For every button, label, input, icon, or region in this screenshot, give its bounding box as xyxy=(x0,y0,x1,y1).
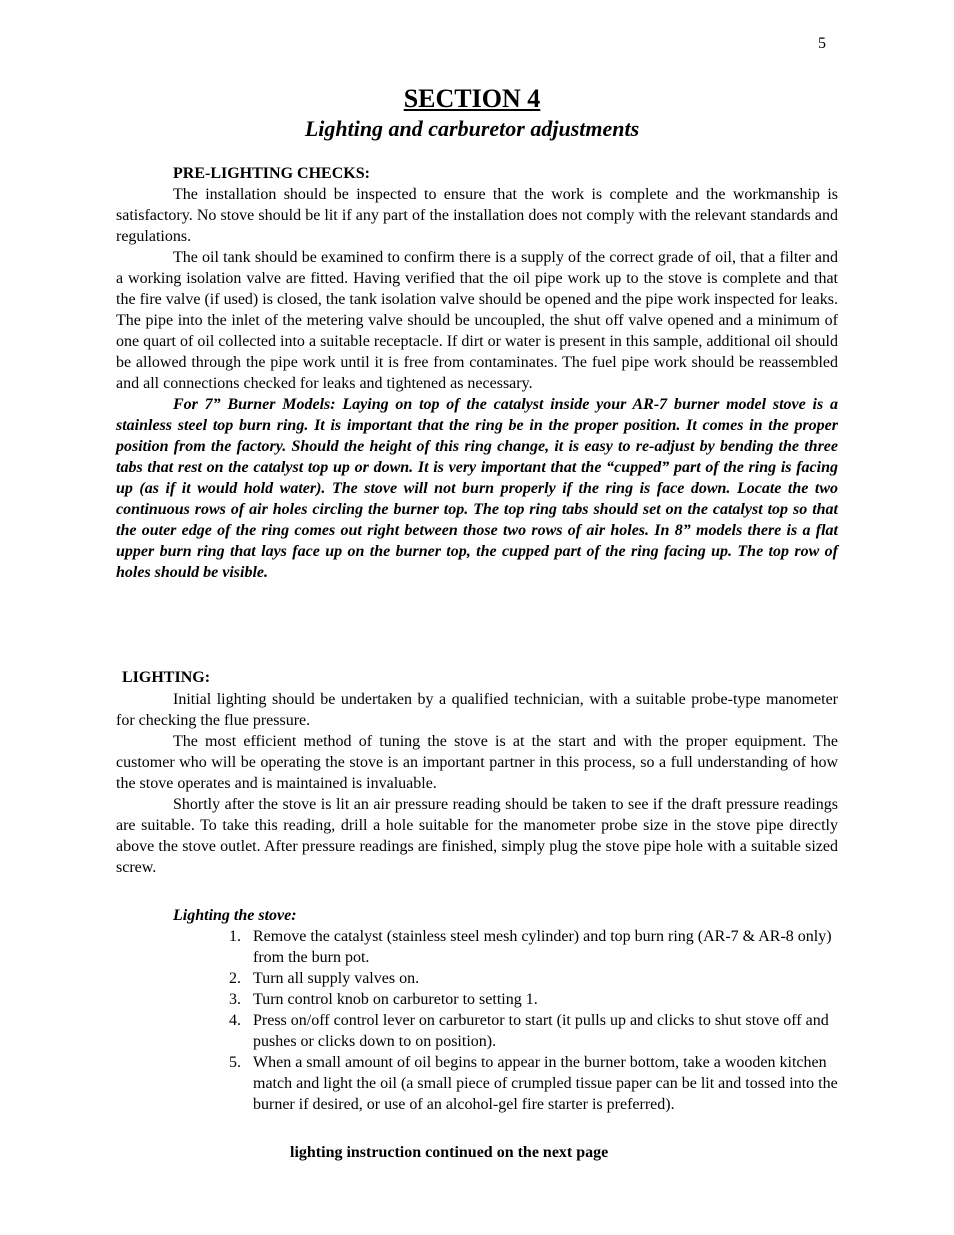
prelighting-body xyxy=(116,184,838,583)
lighting-paragraph: The most efficient method of tuning the stove is at the start and with the proper equipment. The customer who will be operating the stove is an important partner in this process, so a full understanding of how the stove operates and is maintained is invaluable. xyxy=(116,733,838,792)
step-text: Remove the catalyst (stainless steel mesh cylinder) and top burn ring (AR-7 & AR-8 only) from the burn pot. xyxy=(253,928,832,966)
continued-note: lighting instruction continued on the next page xyxy=(290,1144,609,1161)
list-item xyxy=(229,1010,839,1052)
step-number: 1. xyxy=(229,928,241,945)
burner-models-note: For 7” Burner Models: Laying on top of the catalyst inside your AR-7 burner model stove is a stainless steel top burn ring. It is important that the ring be in the proper position. It comes in the proper position from the factory. Should the height of this ring change, it is easy to re-adjust by bending the three tabs that rest on the catalyst top up or down. It is very important that the “cupped” part of the ring is facing up (as if it would hold water). The stove will not burn properly if the ring is face down. Locate the two continuous rows of air holes circling the burner top. The top ring tabs should set on the catalyst top so that the outer edge of the ring comes out right between those two rows of air holes. In 8” models there is a flat upper burn ring that lays face up on the burner top, the cupped part of the ring facing up. The top row of holes should be visible. xyxy=(116,396,838,581)
step-text: Press on/off control lever on carburetor to start (it pulls up and clicks to shut stove off and pushes or clicks down to on position). xyxy=(253,1012,829,1050)
lighting-stove-heading: Lighting the stove: xyxy=(173,907,297,924)
list-item xyxy=(229,968,839,989)
step-number: 2. xyxy=(229,970,241,987)
step-text: Turn control knob on carburetor to setting 1. xyxy=(253,991,538,1008)
lighting-body xyxy=(116,689,838,878)
lighting-heading: LIGHTING: xyxy=(122,669,211,686)
lighting-paragraph: Shortly after the stove is lit an air pressure reading should be taken to see if the draft pressure readings are suitable. To take this reading, drill a hole suitable for the manometer probe size in the stove pipe directly above the stove outlet. After pressure readings are finished, simply plug the stove pipe hole with a suitable sized screw. xyxy=(116,796,838,876)
step-text: When a small amount of oil begins to appear in the burner bottom, take a wooden kitchen match and light the oil (a small piece of crumpled tissue paper can be lit and tossed into the burner if desired, or use of an alcohol-gel fire starter is preferred). xyxy=(253,1054,838,1113)
list-item xyxy=(229,926,839,968)
step-text: Turn all supply valves on. xyxy=(253,970,420,987)
section-title: SECTION 4 xyxy=(403,84,541,113)
step-number: 3. xyxy=(229,991,241,1008)
lighting-steps-list xyxy=(229,926,839,1115)
list-item xyxy=(229,989,839,1010)
prelighting-paragraph: The oil tank should be examined to confirm there is a supply of the correct grade of oil, that a filter and a working isolation valve are fitted. Having verified that the oil pipe work up to the stove is complete and that the fire valve (if used) is closed, the tank isolation valve should be opened and the pipe work inspected for leaks. The pipe into the inlet of the metering valve should be uncoupled, the shut off valve opened and a minimum of one quart of oil collected into a suitable receptacle. If dirt or water is present in this sample, additional oil should be allowed through the pipe work until it is free from contaminates. The fuel pipe work should be reassembled and all connections checked for leaks and tightened as necessary. xyxy=(116,249,838,392)
section-subtitle: Lighting and carburetor adjustments xyxy=(304,116,640,141)
step-number: 4. xyxy=(229,1012,241,1029)
prelighting-heading: PRE-LIGHTING CHECKS: xyxy=(173,165,370,182)
prelighting-paragraph: The installation should be inspected to ensure that the work is complete and the workmanship is satisfactory. No stove should be lit if any part of the installation does not comply with the relevant standards and regulations. xyxy=(116,186,838,245)
list-item xyxy=(229,1052,839,1115)
step-number: 5. xyxy=(229,1054,241,1071)
page-number: 5 xyxy=(818,35,826,52)
lighting-paragraph: Initial lighting should be undertaken by a qualified technician, with a suitable probe-type manometer for checking the flue pressure. xyxy=(116,691,838,729)
